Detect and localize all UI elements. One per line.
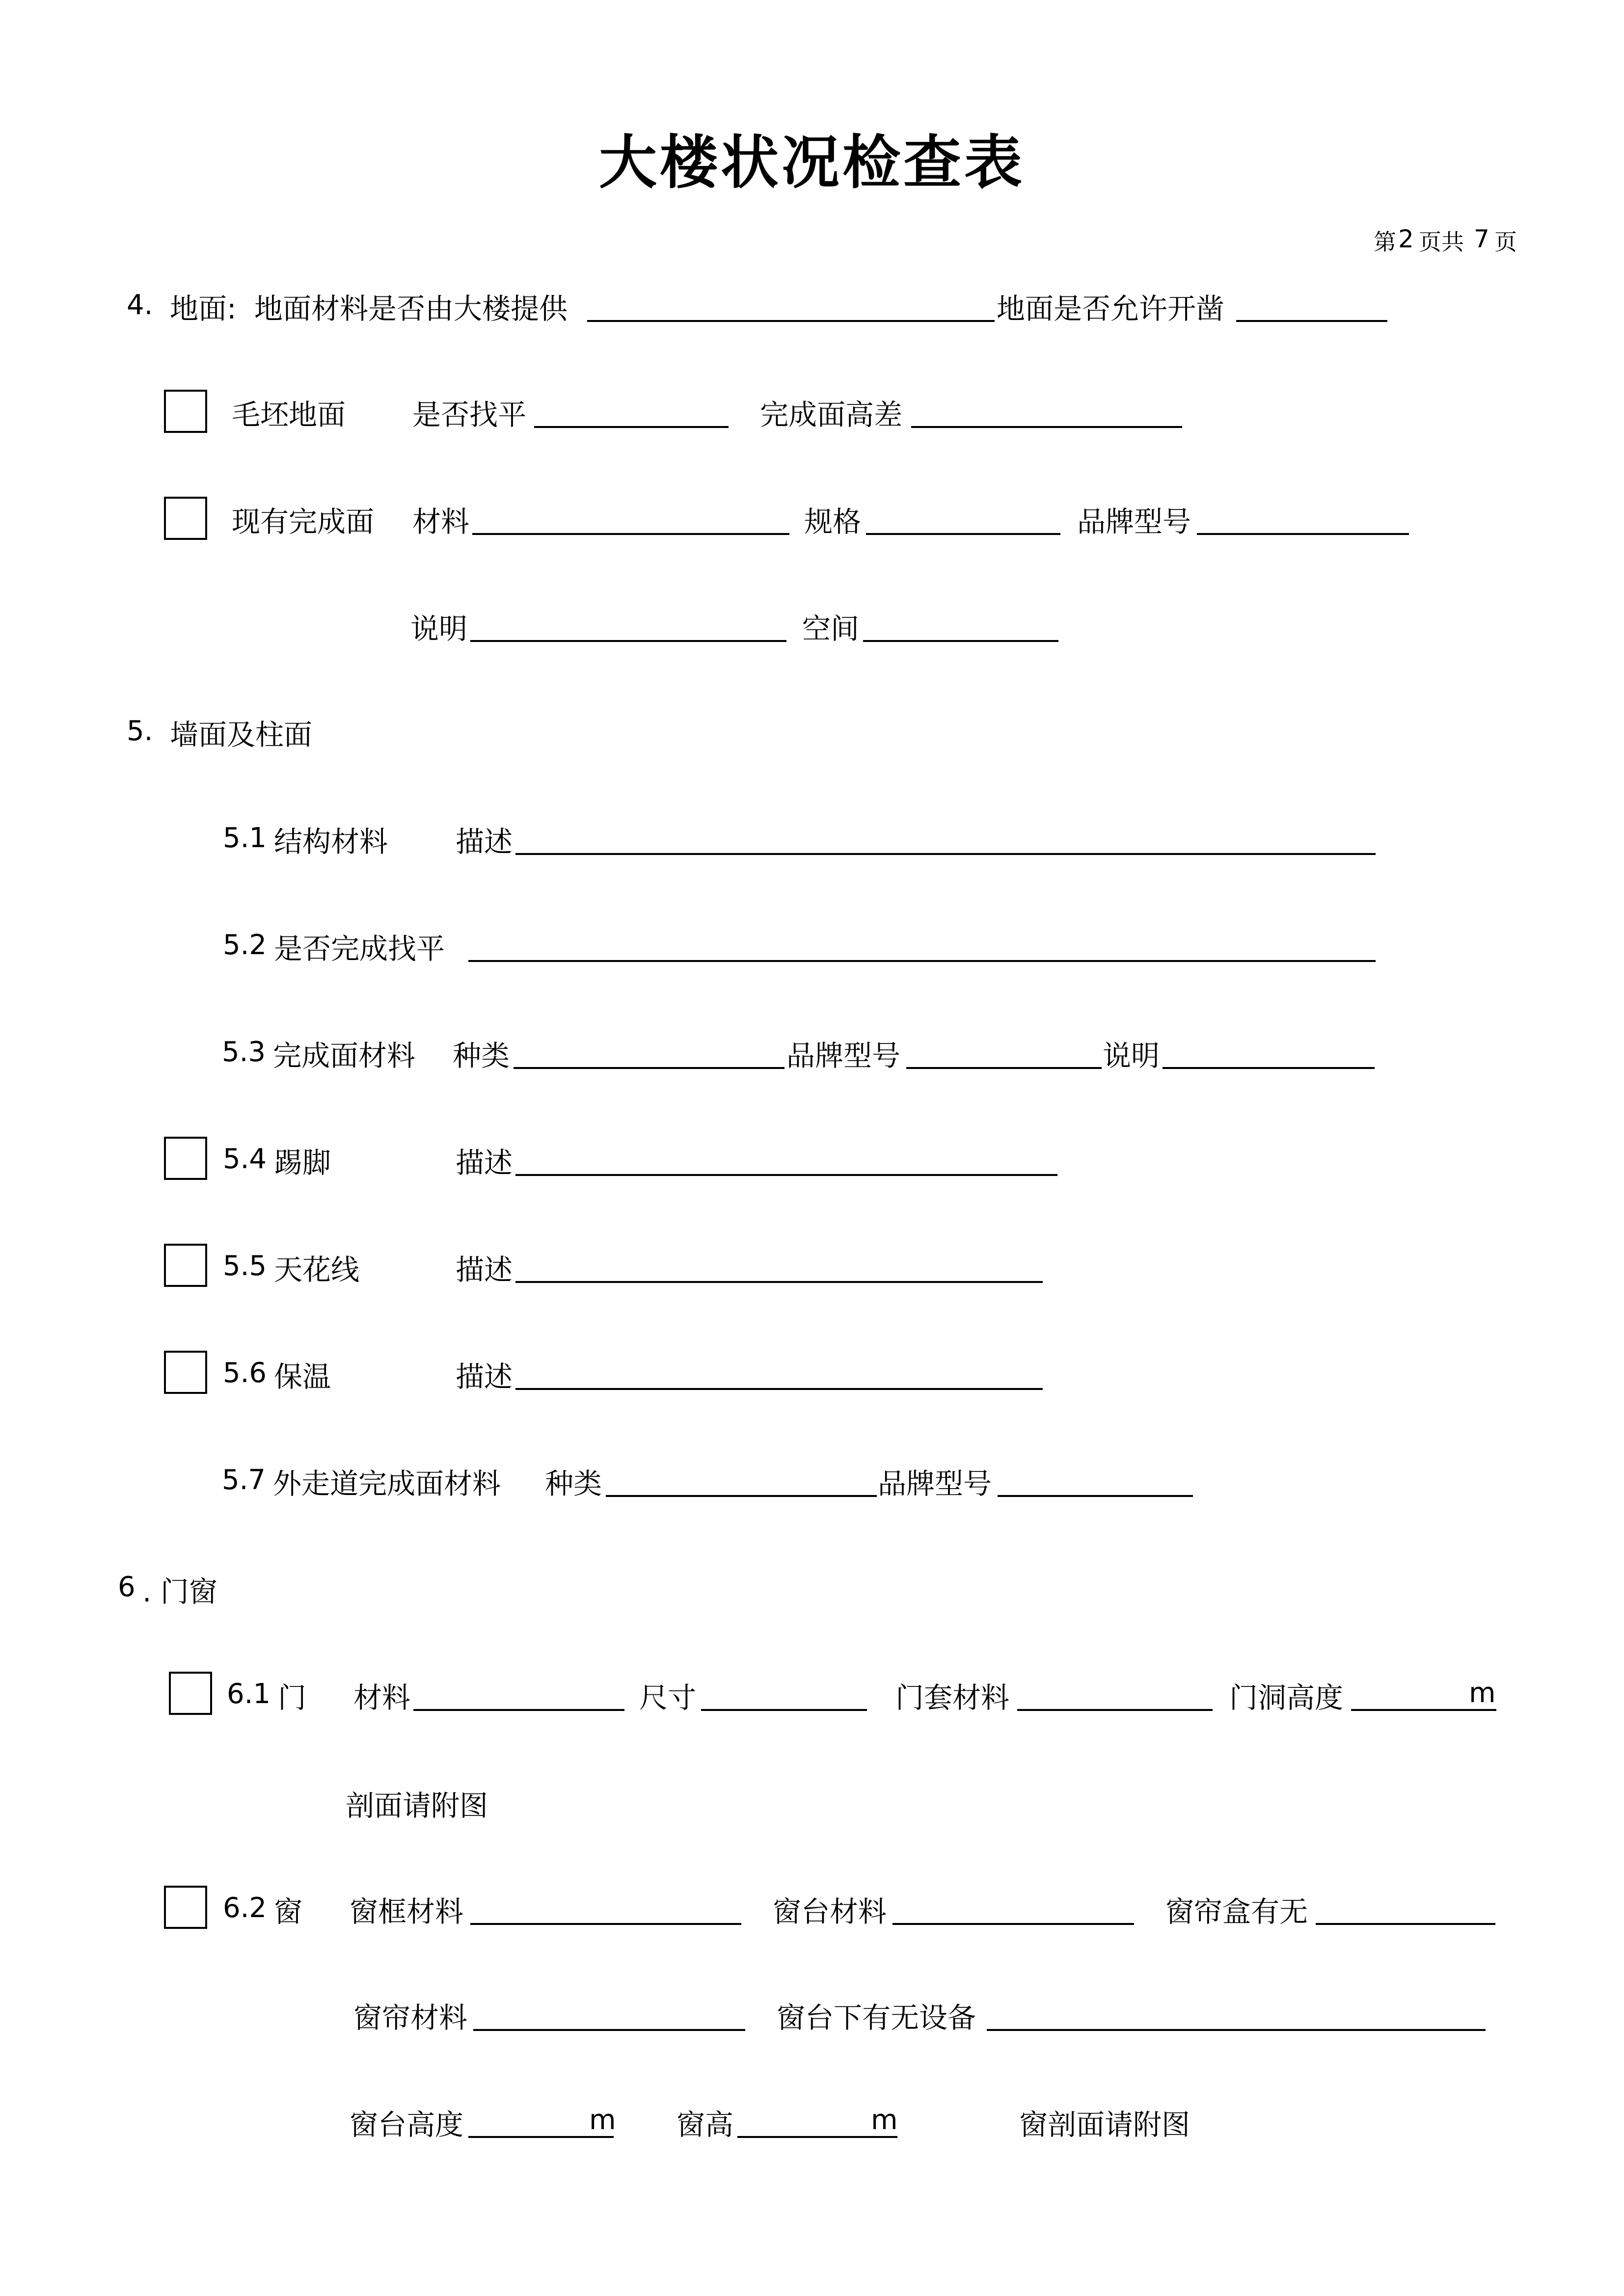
item-5-7-kind-field[interactable] [606, 1495, 877, 1497]
rough-floor-label: 毛坯地面 [232, 398, 346, 431]
curtain-material-field[interactable] [473, 2029, 745, 2031]
item-5-7-label: 外走道完成面材料 [273, 1467, 501, 1500]
door-number: 6.1 [227, 1678, 271, 1710]
window-frame-field[interactable] [470, 1923, 741, 1925]
finish-material-label: 材料 [412, 505, 470, 538]
finish-brand-field[interactable] [1197, 533, 1409, 535]
curtain-box-field[interactable] [1316, 1923, 1495, 1925]
window-height-unit: m [871, 2104, 898, 2136]
page-total: 7 [1474, 225, 1489, 253]
item-5-6-desc-field[interactable] [515, 1388, 1043, 1390]
item-5-5-desc-label: 描述 [456, 1253, 513, 1286]
finish-note-field[interactable] [470, 640, 786, 642]
item-5-7-kind-label: 种类 [545, 1467, 602, 1500]
sill-equipment-field[interactable] [987, 2029, 1486, 2031]
finish-note-label: 说明 [410, 612, 468, 645]
item-5-5-number: 5.5 [223, 1250, 267, 1282]
sill-height-field[interactable] [468, 2136, 614, 2138]
door-size-label: 尺寸 [639, 1681, 697, 1714]
window-label: 窗 [274, 1895, 303, 1928]
page-info-prefix: 第 [1374, 229, 1396, 255]
page-current: 2 [1398, 225, 1414, 253]
item-5-2-field[interactable] [468, 960, 1376, 962]
height-diff-label: 完成面高差 [760, 398, 903, 431]
section-5-number: 5. [127, 715, 153, 747]
window-height-label: 窗高 [677, 2108, 734, 2141]
window-checkbox[interactable] [164, 1886, 207, 1929]
item-5-1-desc-label: 描述 [456, 825, 513, 858]
existing-finish-label: 现有完成面 [232, 505, 375, 538]
finish-material-field[interactable] [472, 533, 789, 535]
item-5-4-desc-label: 描述 [456, 1146, 513, 1179]
item-5-5-checkbox[interactable] [164, 1244, 207, 1287]
page-title: 大楼状况检查表 [598, 129, 1025, 196]
item-5-6-number: 5.6 [223, 1357, 267, 1389]
item-5-3-label: 完成面材料 [273, 1039, 416, 1072]
door-label: 门 [278, 1681, 307, 1714]
door-size-field[interactable] [701, 1709, 867, 1711]
item-5-1-desc-field[interactable] [515, 853, 1376, 855]
item-5-3-brand-label: 品牌型号 [786, 1039, 901, 1072]
height-diff-field[interactable] [911, 426, 1182, 428]
rough-floor-checkbox[interactable] [164, 390, 207, 433]
door-checkbox[interactable] [169, 1672, 212, 1715]
item-5-6-desc-label: 描述 [456, 1360, 513, 1393]
item-5-5-label: 天花线 [274, 1253, 360, 1286]
item-5-5-desc-field[interactable] [515, 1281, 1043, 1283]
item-5-4-number: 5.4 [223, 1143, 267, 1175]
door-material-field[interactable] [413, 1709, 624, 1711]
window-frame-label: 窗框材料 [350, 1895, 464, 1928]
item-5-3-kind-label: 种类 [453, 1039, 510, 1072]
item-5-3-kind-field[interactable] [514, 1067, 785, 1069]
finish-brand-label: 品牌型号 [1077, 505, 1191, 538]
item-5-4-checkbox[interactable] [164, 1137, 207, 1180]
door-frame-label: 门套材料 [895, 1681, 1010, 1714]
sill-height-label: 窗台高度 [350, 2108, 464, 2141]
door-frame-field[interactable] [1017, 1709, 1213, 1711]
item-5-6-checkbox[interactable] [164, 1351, 207, 1394]
rough-level-field[interactable] [534, 426, 729, 428]
item-5-1-label: 结构材料 [274, 825, 388, 858]
item-5-3-brand-field[interactable] [906, 1067, 1102, 1069]
item-5-2-number: 5.2 [223, 929, 267, 961]
window-sill-field[interactable] [893, 1923, 1134, 1925]
floor-provided-field[interactable] [587, 320, 995, 322]
sill-equipment-label: 窗台下有无设备 [777, 2001, 976, 2034]
section-5-label: 墙面及柱面 [170, 718, 313, 751]
rough-level-label: 是否找平 [412, 398, 527, 431]
door-section-note: 剖面请附图 [346, 1789, 488, 1822]
item-5-7-brand-label: 品牌型号 [878, 1467, 992, 1500]
finish-spec-field[interactable] [866, 533, 1060, 535]
door-height-unit: m [1469, 1677, 1496, 1709]
curtain-box-label: 窗帘盒有无 [1165, 1895, 1308, 1928]
window-sill-label: 窗台材料 [773, 1895, 887, 1928]
floor-drill-label: 地面是否允许开凿 [997, 292, 1225, 325]
item-5-3-note-label: 说明 [1103, 1039, 1160, 1072]
section-6-label: . 门窗 [142, 1575, 217, 1608]
finish-spec-label: 规格 [804, 505, 862, 538]
item-5-4-desc-field[interactable] [515, 1174, 1057, 1176]
window-number: 6.2 [223, 1892, 267, 1924]
section-4-label: 地面: [170, 292, 237, 325]
finish-space-label: 空间 [802, 612, 860, 645]
section-6-number: 6 [118, 1571, 135, 1603]
door-material-label: 材料 [353, 1681, 411, 1714]
floor-provided-label: 地面材料是否由大楼提供 [254, 292, 568, 325]
page-info-suffix: 页 [1494, 229, 1517, 255]
item-5-2-label: 是否完成找平 [274, 932, 445, 965]
door-height-label: 门洞高度 [1229, 1681, 1344, 1714]
page-info-middle: 页共 [1419, 229, 1464, 255]
curtain-material-label: 窗帘材料 [353, 2001, 468, 2034]
sill-height-unit: m [589, 2104, 616, 2136]
item-5-7-number: 5.7 [222, 1464, 266, 1496]
item-5-3-note-field[interactable] [1163, 1067, 1375, 1069]
door-height-field[interactable] [1351, 1709, 1496, 1711]
section-4-number: 4. [127, 289, 153, 321]
item-5-7-brand-field[interactable] [998, 1495, 1193, 1497]
floor-drill-field[interactable] [1236, 320, 1387, 322]
window-height-field[interactable] [737, 2136, 897, 2138]
item-5-6-label: 保温 [274, 1360, 331, 1393]
item-5-4-label: 踢脚 [274, 1146, 331, 1179]
item-5-1-number: 5.1 [223, 822, 267, 854]
finish-space-field[interactable] [863, 640, 1058, 642]
item-5-3-number: 5.3 [222, 1036, 266, 1068]
window-section-note: 窗剖面请附图 [1019, 2108, 1191, 2141]
existing-finish-checkbox[interactable] [164, 497, 207, 540]
